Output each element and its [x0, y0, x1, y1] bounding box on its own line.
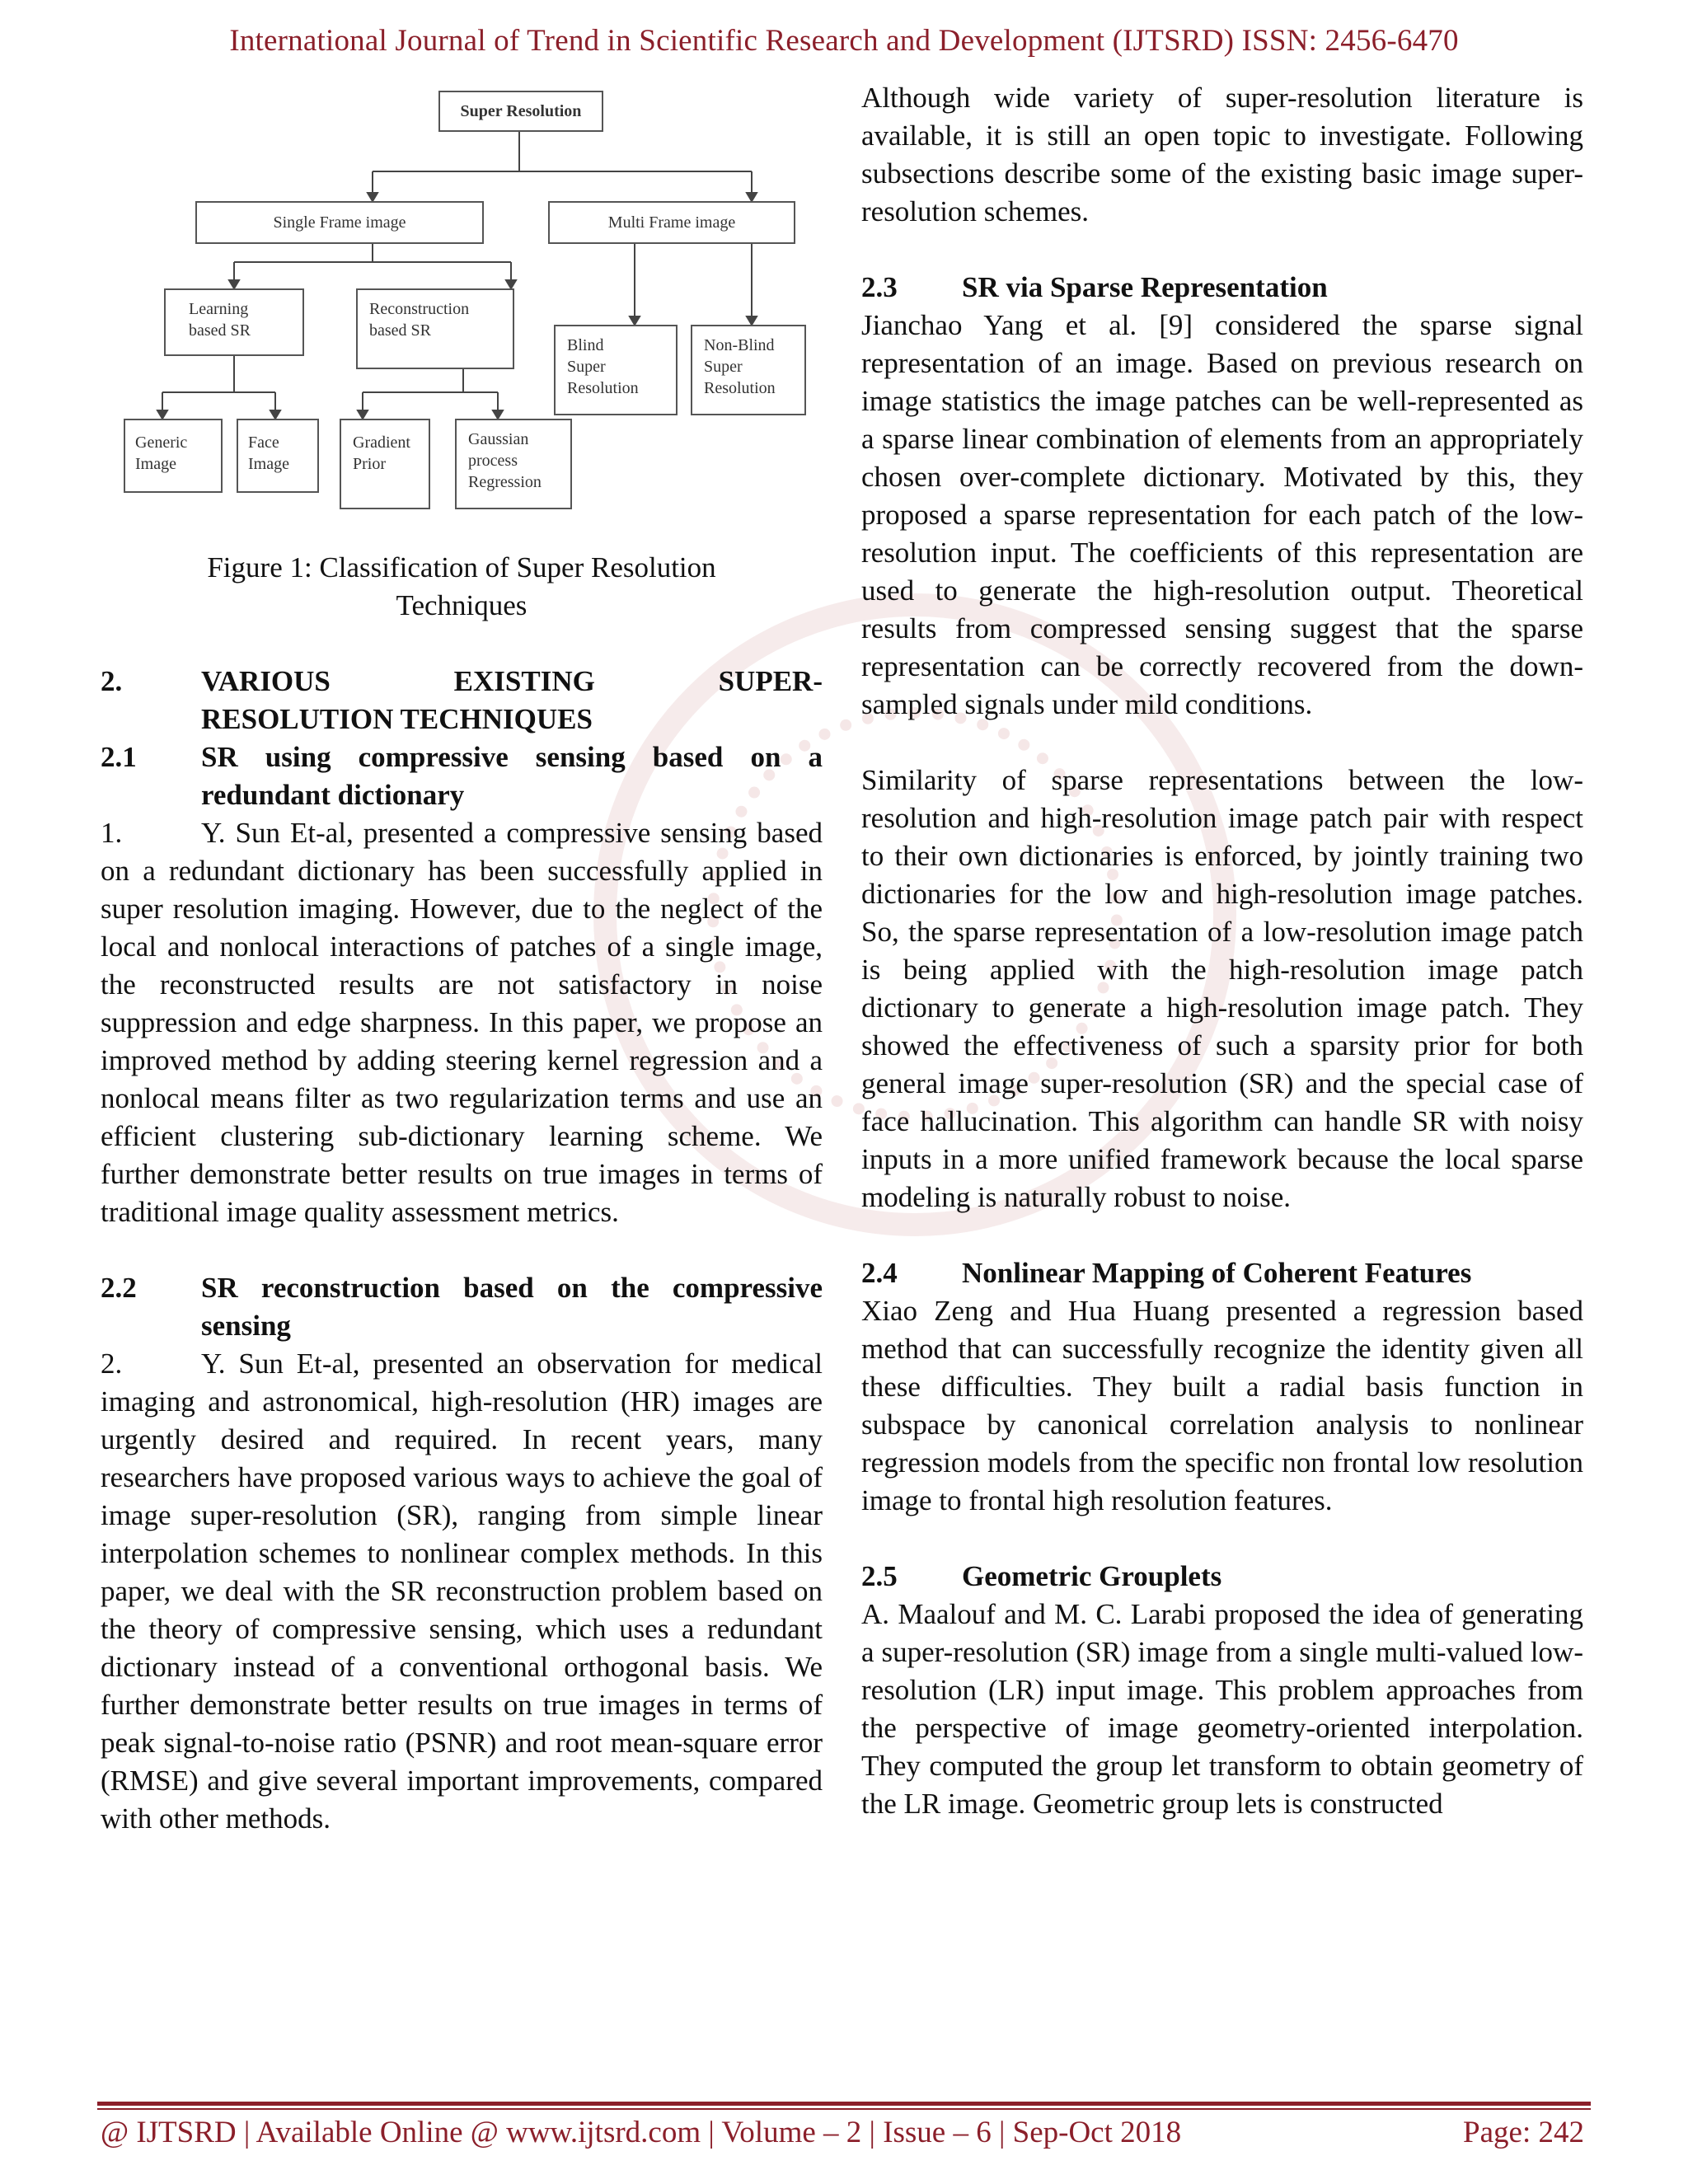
diagram-node-super-resolution: Super Resolution — [438, 91, 603, 132]
section-2-2-body: 2. Y. Sun Et-al, presented an observation for medical imaging and astronomical, high-resolution (HR) images are urgently desired and required. In recent years, many researchers have proposed various ways to achieve the goal of image super-resolution (SR), ranging from simple linear interpolation schemes to nonlinear complex methods. In this paper, we deal with the SR reconstruction problem based on the theory of compressive sensing, which uses a redundant dictionary instead of a conventional orthogonal basis. We further demonstrate better results on true images in terms of peak signal-to-noise ratio (PSNR) and root mean-square error (RMSE) and give several important improvements, compared with other methods. — [101, 1347, 823, 1835]
footer-info: @ IJTSRD | Available Online @ www.ijtsrd.com | Volume – 2 | Issue – 6 | Sep-Oct 2018 — [101, 2116, 1182, 2149]
diagram-node-gradient-prior: Gradient Prior — [340, 419, 430, 509]
journal-header: International Journal of Trend in Scientific Research and Development (IJTSRD) ISSN: 2456-6470 — [229, 24, 1459, 58]
diagram-node-face-image: Face Image — [237, 419, 319, 493]
section-2-4-body: Xiao Zeng and Hua Huang presented a regression based method that can successfully recognize the identity given all these difficulties. They built a radial basis function in subspace by canonical correlation analysis to nonlinear regression models from the specific non frontal low resolution image to frontal high resolution features. — [861, 1295, 1583, 1516]
classification-diagram — [101, 82, 823, 544]
section-2-heading: 2. VARIOUS EXISTING SUPER- RESOLUTION TECHNIQUES — [101, 665, 823, 735]
section-2-5-body: A. Maalouf and M. C. Larabi proposed the idea of generating a super-resolution (SR) image from a single multi-valued low-resolution (LR) input image. This problem approaches from the perspective of image geometry-oriented interpolation. They computed the group let transform to obtain geometry of the LR image. Geometric group lets is constructed — [861, 1598, 1583, 1820]
diagram-node-gaussian-regression: Gaussian process Regression — [455, 419, 572, 509]
footer-rule-thin — [97, 2108, 1591, 2110]
section-2-3-body-1: Jianchao Yang et al. [9] considered the sparse signal representation of an image. Based on previous research on image statistics the image patches can be well-represented as a sparse linear combination of elements from an appropriately chosen over-complete dictionary. Motivated by this, they proposed a sparse representation for each patch of the low-resolution input. The coefficients of this representation are used to generate the high-resolution output. Theoretical results from compressed sensing suggest that the sparse representation can be correctly recovered from the down-sampled signals under mild conditions. — [861, 309, 1583, 720]
figure-caption: Figure 1: Classification of Super Resolution Techniques — [207, 551, 716, 621]
intro-paragraph: Although wide variety of super-resolution literature is available, it is still an open topic to investigate. Following subsections describe some of the existing basic image super-resolution schemes. — [861, 82, 1583, 227]
footer-rule — [97, 2102, 1591, 2106]
right-column — [861, 79, 1583, 1823]
diagram-node-multi-frame: Multi Frame image — [548, 201, 795, 244]
diagram-node-blind: Blind Super Resolution — [554, 325, 678, 415]
section-2-3-body-2: Similarity of sparse representations between the low-resolution and high-resolution image patch pair with respect to their own dictionaries is enforced, by jointly training two dictionaries for the low and high-resolution image patches. So, the sparse representation of a low-resolution image patch is being applied with the high-resolution image patch dictionary to generate a high-resolution image patch. They showed the effectiveness of such a sparsity prior for both general image super-resolution (SR) and the special case of face hallucination. This algorithm can handle SR with noisy inputs in a more unified framework because the local sparse modeling is naturally robust to noise. — [861, 764, 1583, 1213]
section-2-1-body: 1. Y. Sun Et-al, presented a compressive sensing based on a redundant dictionary has been successfully applied in super resolution imaging. However, due to the neglect of the local and nonlocal interactions of patches of a single image, the reconstructed results are not satisfactory in noise suppression and edge sharpness. In this paper, we propose an improved method by adding steering kernel regression and a nonlocal means filter as two regularization terms and use an efficient clustering sub-dictionary learning scheme. We further demonstrate better results on true images in terms of traditional image quality assessment metrics. — [101, 817, 823, 1228]
diagram-node-learning: Learning based SR — [164, 288, 304, 356]
section-2-1-heading: 2.1 SR using compressive sensing based on a redundant dictionary — [101, 741, 823, 811]
section-2-4-heading: 2.4 Nonlinear Mapping of Coherent Features — [861, 1257, 1472, 1289]
section-2-3-heading: 2.3 SR via Sparse Representation — [861, 271, 1328, 303]
page-number: Page: 242 — [1463, 2116, 1584, 2149]
diagram-node-single-frame: Single Frame image — [195, 201, 484, 244]
section-2-5-heading: 2.5 Geometric Grouplets — [861, 1560, 1222, 1592]
diagram-node-non-blind: Non-Blind Super Resolution — [691, 325, 806, 415]
page-footer — [101, 2115, 1584, 2150]
diagram-node-generic-image: Generic Image — [124, 419, 223, 493]
section-2-2-heading: 2.2 SR reconstruction based on the compressive sensing — [101, 1272, 823, 1342]
left-column — [101, 82, 823, 1838]
diagram-node-reconstruction: Reconstruction based SR — [356, 288, 514, 369]
